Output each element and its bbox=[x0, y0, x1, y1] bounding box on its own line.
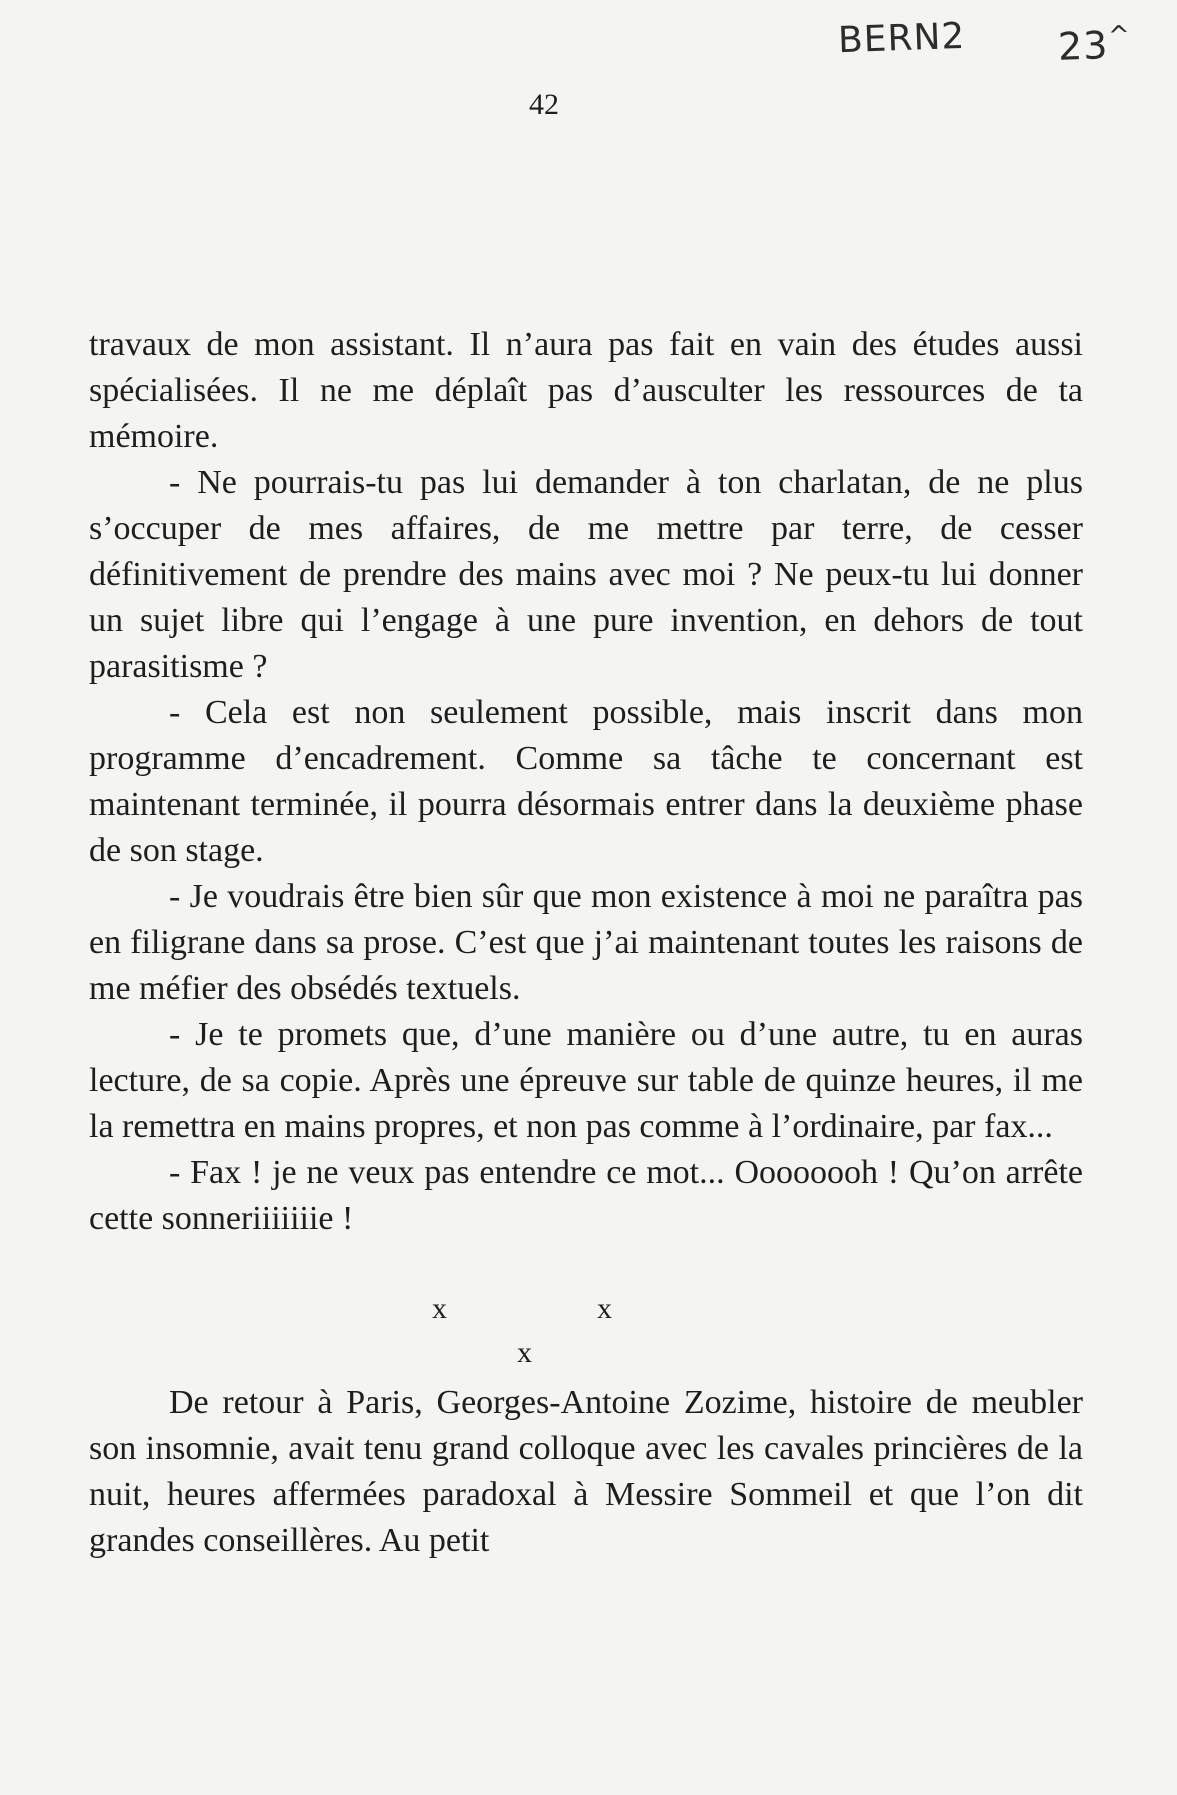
handwritten-archive-code: BERN2 bbox=[837, 15, 966, 62]
dialogue-paragraph: - Fax ! je ne veux pas entendre ce mot... Oooooooh ! Qu’on arrête cette sonneriiiiiiie ! bbox=[89, 1154, 1083, 1237]
reference-suffix: ^ bbox=[1107, 20, 1132, 52]
section-break bbox=[89, 1242, 1083, 1380]
body-text bbox=[89, 322, 1083, 1564]
paragraph-continuation: travaux de mon assistant. Il n’aura pas fait en vain des études aussi spécialisées. Il ne me déplaît pas d’ausculter les ressources de ta mémoire. bbox=[89, 326, 1083, 455]
dialogue-paragraph: - Ne pourrais-tu pas lui demander à ton charlatan, de ne plus s’occuper de mes affaires, de me mettre par terre, de cesser définitivement de prendre des mains avec moi ? Ne peux-tu lui donner un sujet libre qui l’engage à une pure invention, en dehors de tout parasitisme ? bbox=[89, 464, 1083, 685]
section-break-mark: x bbox=[597, 1292, 612, 1325]
narrative-paragraph: De retour à Paris, Georges-Antoine Zozime, histoire de meubler son insomnie, avait tenu grand colloque avec les cavales princières de la nuit, heures affermées paradoxal à Messire Sommeil et que l’on dit grandes conseillères. Au petit bbox=[89, 1384, 1083, 1559]
handwritten-reference bbox=[1057, 21, 1132, 69]
page-number: 42 bbox=[529, 88, 559, 121]
section-break-mark: x bbox=[517, 1336, 532, 1369]
dialogue-paragraph: - Je te promets que, d’une manière ou d’une autre, tu en auras lecture, de sa copie. Après une épreuve sur table de quinze heures, il me la remettra en mains propres, et non pas comme à l’ordinaire, par fax... bbox=[89, 1016, 1083, 1145]
dialogue-paragraph: - Je voudrais être bien sûr que mon existence à moi ne paraîtra pas en filigrane dans sa prose. C’est que j’ai maintenant toutes les raisons de me méfier des obsédés textuels. bbox=[89, 878, 1083, 1007]
section-break-mark: x bbox=[432, 1292, 447, 1325]
reference-number: 23 bbox=[1057, 23, 1110, 69]
dialogue-paragraph: - Cela est non seulement possible, mais inscrit dans mon programme d’encadrement. Comme sa tâche te concernant est maintenant terminée, il pourra désormais entrer dans la deuxième phase de son stage. bbox=[89, 694, 1083, 869]
